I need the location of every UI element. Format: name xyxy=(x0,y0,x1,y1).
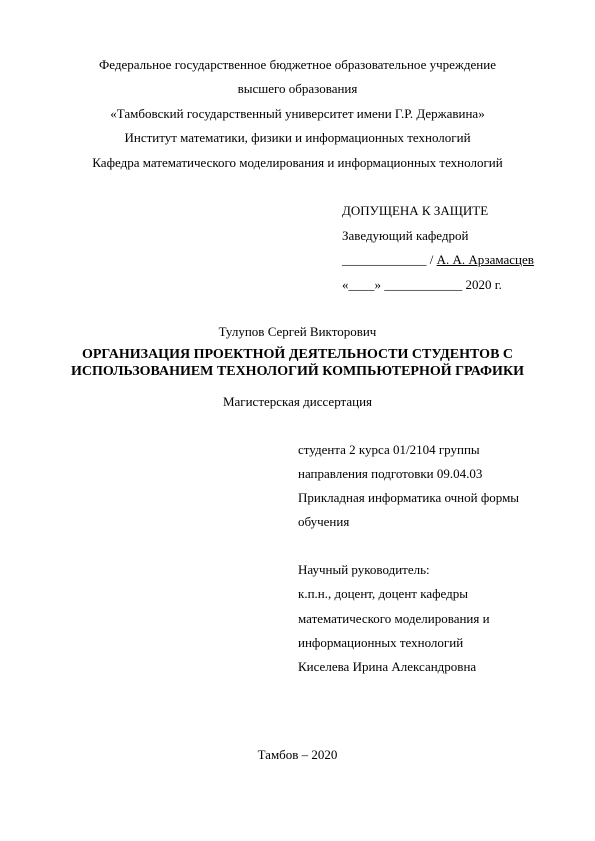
thesis-title-line-2: ИСПОЛЬЗОВАНИЕМ ТЕХНОЛОГИЙ КОМПЬЮТЕРНОЙ ГРАФИКИ xyxy=(70,364,524,379)
approval-title: ДОПУЩЕНА К ЗАЩИТЕ xyxy=(342,203,489,218)
header-line-ministry: Федеральное государственное бюджетное образовательное учреждение xyxy=(99,57,496,72)
signature-blank: _____________ / xyxy=(342,252,437,267)
supervisor-label: Научный руководитель: xyxy=(298,562,430,577)
supervisor-line-1: к.п.н., доцент, доцент кафедры xyxy=(298,586,468,601)
header-line-department: Кафедра математического моделирования и информационных технологий xyxy=(92,155,503,170)
header-line-university: «Тамбовский государственный университет имени Г.Р. Державина» xyxy=(110,106,485,121)
thesis-title-line-1: ОРГАНИЗАЦИЯ ПРОЕКТНОЙ ДЕЯТЕЛЬНОСТИ СТУДЕНТОВ С xyxy=(81,347,514,362)
approval-signature-line xyxy=(342,252,534,268)
approval-date-line: «____» ____________ 2020 г. xyxy=(342,277,502,292)
author-name: Тулупов Сергей Викторович xyxy=(218,324,377,339)
header-line-education: высшего образования xyxy=(237,81,358,96)
student-line-3: Прикладная информатика очной формы xyxy=(298,490,520,505)
city-year: Тамбов – 2020 xyxy=(257,747,338,762)
department-head-name: А. А. Арзамасцев xyxy=(436,252,534,267)
approval-role: Заведующий кафедрой xyxy=(342,228,469,243)
thesis-type: Магистерская диссертация xyxy=(222,394,373,409)
student-line-4: обучения xyxy=(298,514,350,529)
student-line-2: направления подготовки 09.04.03 xyxy=(298,466,483,481)
supervisor-line-2: математического моделирования и xyxy=(298,611,490,626)
supervisor-line-3: информационных технологий xyxy=(298,635,464,650)
header-line-institute: Институт математики, физики и информационных технологий xyxy=(124,130,471,145)
supervisor-name: Киселева Ирина Александровна xyxy=(298,659,477,674)
student-line-1: студента 2 курса 01/2104 группы xyxy=(298,442,480,457)
